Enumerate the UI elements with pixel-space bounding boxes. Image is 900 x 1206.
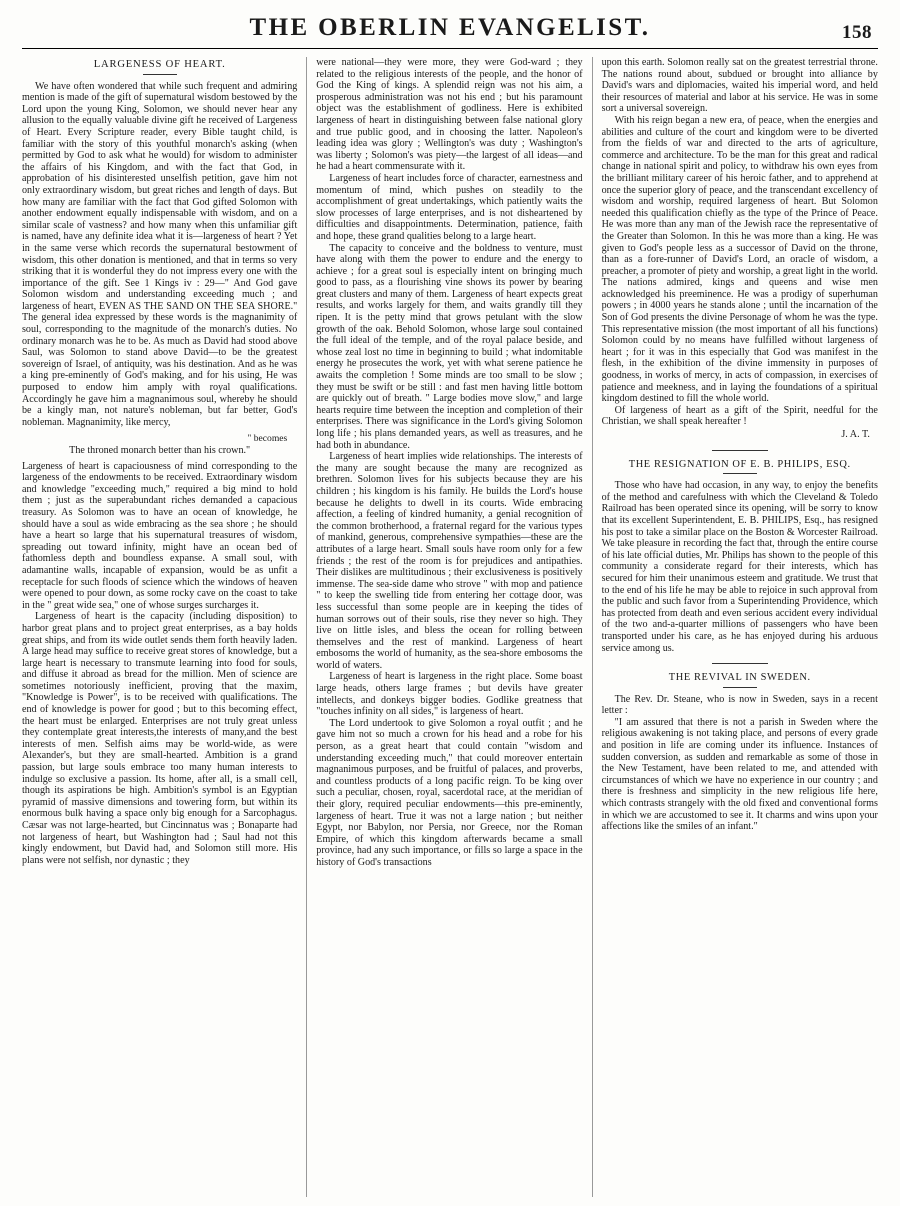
paragraph: We have often wondered that while such frequent and admiring mention is made of the gift of supernatural wisdom bestowed by the Lord upon the young King, Solomon, we should never hear any allusion to the equally valuable divine gift he received of Largeness of Heart. Every Scripture reader, every Bible taught child, is familiar with the story of this youthful monarch's asking (when permitted by God to ask what he would) for wisdom to administer the affairs of his Kingdom, and with the fact that God, in approbation of his disinterested unselfish petition, gave him not only extraordinary wisdom, but great riches and length of days. But how many are familiar with the fact that God gifted Solomon with another endowment equally indispensable with wisdom, and on a similar scale of vastness? and how many when this unfamiliar gift is named, have any definite idea what it is—largeness of heart ? Yet in the same verse which records the supernatural bestowment of wisdom, this other donation is mentioned, and that in terms so very striking that it is wonderful they do not impress every one with the importance of the gift. See 1 Kings iv : 29—" And God gave Solomon wisdom and understanding exceeding much ; and largeness of heart, EVEN AS THE SAND ON THE SEA SHORE." The general idea expressed by these words is the magnanimity of soul, corresponding to the magnitude of the monarch's duties. No ordinary monarch was he to be. As much as David had stood above Saul, was Solomon to stand above David—to be the greatest sovereign of Israel, of antiquity, was his destination. And as he was a king pre-eminently of God's making, and for his using, He was purposed to endow him amply with royal qualifications. Accordingly he gave him a magnanimous soul, whereby he should be a kingly man, not nature's nobleman, but far better, God's nobleman. Magnanimity, like mercy, bbox=[22, 80, 298, 428]
verse-lead: " becomes bbox=[247, 433, 288, 445]
paragraph: Those who have had occasion, in any way, to enjoy the benefits of the method and carefulness with which the Cleveland & Toledo Railroad has been operated since its opening, will be sorry to know that its excellent Superintendent, E. B. PHILIPS, Esq., has resigned his post to take a similar place on the Boston & Worcester Railroad. We take pleasure in recording the fact that, through the entire course of his late official duties, Mr. Philips has shown to the people of this community a considerate regard for their interests, which has secured for him their unanimous esteem and gratitude. We trust that to the end of his life he may be able to rejoice in such approval from the public and such favor from a Superintending Providence, which has protected from death and even serious accident every individual of the two and-a-quarter millions of passengers who have been transported under his care, as he has enjoyed during his arduous service among us. bbox=[601, 480, 878, 654]
headline-divider bbox=[723, 687, 757, 688]
article-headline-revival-in-sweden: THE REVIVAL IN SWEDEN. bbox=[668, 672, 811, 684]
paragraph: Of largeness of heart as a gift of the Spirit, needful for the Christian, we shall speak hereafter ! bbox=[601, 404, 878, 428]
paragraph: Largeness of heart is largeness in the right place. Some boast large heads, others large frames ; but devils have greater intellects, and donkeys bigger bodies. Godlike greatness that "touches infinity on all sides," is largeness of heart. bbox=[316, 671, 583, 718]
headline-divider bbox=[723, 473, 757, 474]
section-divider bbox=[712, 450, 768, 451]
page-number: 158 bbox=[842, 22, 872, 43]
column-container bbox=[22, 57, 878, 1197]
paragraph: The Rev. Dr. Steane, who is now in Sweden, says in a recent letter : bbox=[601, 693, 878, 717]
paragraph: Largeness of heart is capaciousness of mind corresponding to the largeness of the endowments to be received. Extraordinary wisdom and knowledge "exceeding much," required a big mind to hold them ; just as the superabundant riches demanded a capacious treasury. As Solomon was to have an ocean of knowledge, he should have a soul as wide embracing as the sea shore ; he should have a heart so large that his supernatural treasures of wisdom, spreading out toward infinity, might have an ocean bed of fathomless depth and boundless expanse. A small soul, with adamantine walls, incapable of expansion, would be as unfit a receptacle for such floods of science which the windows of heaven were opened to pour down, as some rocky cave on the coast to take in the " great wide sea," one of whose surges surcharges it. bbox=[22, 460, 298, 611]
paragraph: The Lord undertook to give Solomon a royal outfit ; and he gave him not so much a crown for his head and a robe for his person, as a great heart that could contain "wisdom and understanding exceeding much," that could moreover entertain magnanimous purposes, and be fruitful of palaces, and proverbs, and countless products of a long pacific reign. To be king over such a peculiar, chosen, royal, sacerdotal race, at the meridian of their glory, required peculiar endowments—this pre-eminently, largeness of heart. True it was not a large nation ; but neither Egypt, nor Babylon, nor Persia, nor Greece, nor the Roman Empire, of which this kingdom afterwards became a small province, had any such importance, or fills so large a space in the history of God's transactions bbox=[316, 717, 583, 868]
article-signature: J. A. T. bbox=[841, 429, 870, 440]
verse-block bbox=[22, 433, 297, 456]
verse-line: The throned monarch better than his crown." bbox=[69, 445, 251, 456]
quoted-letter: "I am assured that there is not a parish in Sweden where the religious awakening is not taking place, and persons of every grade and position in life are coming under its influence. Instances of sudden conversion, as sudden and remarkable as some of those in the New Testament, have been related to me, and attended with circumstances of which we have no experience in our country ; and there is freshness and simplicity in the new religious life here, which contrasts strangely with the old fixed and conventional forms in which we are accustomed to see it. It charms and wins upon your affections like the smiles of an infant." bbox=[601, 716, 878, 833]
article-headline-resignation: THE RESIGNATION OF E. B. PHILIPS, ESQ. bbox=[628, 458, 851, 470]
masthead bbox=[22, 14, 878, 49]
paragraph: With his reign began a new era, of peace, when the energies and abilities and culture of the court and kingdom were to be diverted from the fields of war and directed to the arts of agriculture, commerce and architecture. To be the man for this great and radical change in national spirit and policy, to withdraw his own eyes from the brilliant military career of his heroic father, and to apprehend at once the superior glory of peace, and the transcendant excellency of wisdom and worship, required largeness of heart. But Solomon needed this qualification chiefly as the type of the Prince of Peace. He was more than any man of the Jewish race the representative of the Greater than Solomon. In this he was more than a king. He was given to God's people less as a successor of David on the throne, than as a fore-runner of David's Lord, an oracle of wisdom, a preacher, a promoter of piety and worship, a great light in the world. The nations admired, kings and queens and wise men acknowledged his preeminence. He was a prodigy of superhuman powers ; in 4000 years he stands alone ; until the incarnation of the Son of God presents the divine Personage of whom he was the type. This representative mission (the most important of all his functions) Solomon could by no means have fulfilled without largeness of heart ; for it was in this especially that God was manifest in the flesh, in the exhibition of the divine immensity in purposes of goodness, in works of mercy, in acts of compassion, in exercises of patience and meekness, and in laying the foundations of a spiritual kingdom destined to fill the whole world. bbox=[601, 114, 878, 405]
column-one bbox=[22, 57, 307, 1197]
column-three bbox=[593, 57, 878, 1197]
paragraph: Largeness of heart is the capacity (including disposition) to harbor great plans and to project great enterprises, as a bay holds great ships, and from its wide outlet sends them forth heavily laden. A large head may suffice to receive great stores of knowledge, but a large heart is necessary to transmute learning into food for souls, and diffuse it abroad as bread for the million. Men of science are sometimes notoriously inefficient, proving that the maxim, "Knowledge is Power", is to be received with qualifications. The end of knowledge is power for good ; but to this becoming effect, the heart must be enlarged. Enterprises are not truly great unless they contemplate great interests,the interests of many,and the best interests of men. Selfish aims may be world-wide, as were Alexander's, but they are small-hearted. Ambition is a grand passion, but large souls embrace too many human interests to indulge so exclusive a passion. Its home, after all, is a small cell, though its aspirations be high. Ambition's symbol is an Egyptian pyramid of massive dimensions and towering form, but within its enormous bulk having a space only big enough for a Sarcophagus. Cæsar was not large-hearted, but Cincinnatus was ; Bonaparte had not largeness of heart, but Washington had ; Saul had not this kingly endowment, but David had, and Solomon still more. His plans were not selfish, nor dynastic ; they bbox=[22, 611, 298, 866]
section-divider bbox=[712, 663, 768, 664]
paragraph: The capacity to conceive and the boldness to venture, must have along with them the power to endure and the energy to achieve ; for a great soul is especially intent on bringing much good to pass, as a flourishing vine shows its power by bearing great clusters and many of them. Largeness of heart expects great results, and works largely for them, and waits grandly till they ripen. It is the petty mind that grows petulant with the slow growth of the oak. Behold Solomon, whose large soul contained the full ideal of the temple, and of the royal palace beside, and whose zeal lost no time in beginning to build ; what indomitable energy he prosecutes the work, yet with what serene patience he awaits the completion ! Some minds are too small to be slow ; they must be swift or be still : and fast men having little bottom are quickly out of breath. " Large bodies move slow," and large hearts require time between the inception and completion of their enterprises. There was significance in the Lord's giving Solomon long life ; his plans demanded years, as well as treasures, and he had both in abundance. bbox=[316, 242, 583, 451]
paragraph: Largeness of heart includes force of character, earnestness and momentum of mind, which pushes on steadily to the accomplishment of great undertakings, which patiently waits the slow processes of large enterprises, and is not disheartened by difficulties and disappointments. Determination, patience, faith and hope, these grand qualities belong to a large heart. bbox=[316, 172, 583, 242]
paragraph: upon this earth. Solomon really sat on the greatest terrestrial throne. The nations round about, subdued or brought into alliance by David's wars and diplomacies, waited his imperial word, and held their resources of material and labor at his service. He was in some sort a universal sovereign. bbox=[601, 57, 878, 115]
paragraph: were national—they were more, they were God-ward ; they related to the religious interests of the people, and the honor of God the King of kings. A splendid reign was not his aim, a prosperous administration was not his end ; but his paramount object was the establishment of godliness. Here is exhibited largeness of heart in distinguishing between false national glory and true public good, and in choosing the latter. Napoleon's leading idea was glory ; Wellington's was duty ; Washington's was liberty ; Solomon's was piety—the largest of all ideas—and he had a heart commensurate with it. bbox=[316, 57, 583, 173]
column-two bbox=[307, 57, 592, 1197]
paragraph: Largeness of heart implies wide relationships. The interests of the many are sought because the many are recognized as brethren. Solomon lives for his subjects because they are his children ; his kingdom is his family. He builds the Lord's house because he delights to dwell in its courts. Wide embracing affection, a feeling of kindred humanity, a genial recognition of the common brotherhood, a fraternal regard for the various types of mankind, generous, comprehensive sympathies—these are the attributes of a large heart. Small souls have room only for a few friends ; the rest of the room is for prejudices and antipathies. Their dislikes are multitudinous ; their exclusiveness is positively immense. The sea-side dame who strove " with mop and patience " to keep the swelling tide from entering her cottage door, was less successful than some people are in keeping the tides of human sorrows out of their souls, rise they never so high. They live on little isles, and bless the ocean for rolling between themselves and the rest of mankind. Largeness of heart embosoms the world of humanity, as the sea-shore embosoms the world of waters. bbox=[316, 451, 583, 671]
headline-divider bbox=[143, 74, 177, 75]
masthead-title: THE OBERLIN EVANGELIST. bbox=[249, 14, 651, 41]
article-headline-largeness-of-heart: LARGENESS OF HEART. bbox=[93, 59, 226, 70]
